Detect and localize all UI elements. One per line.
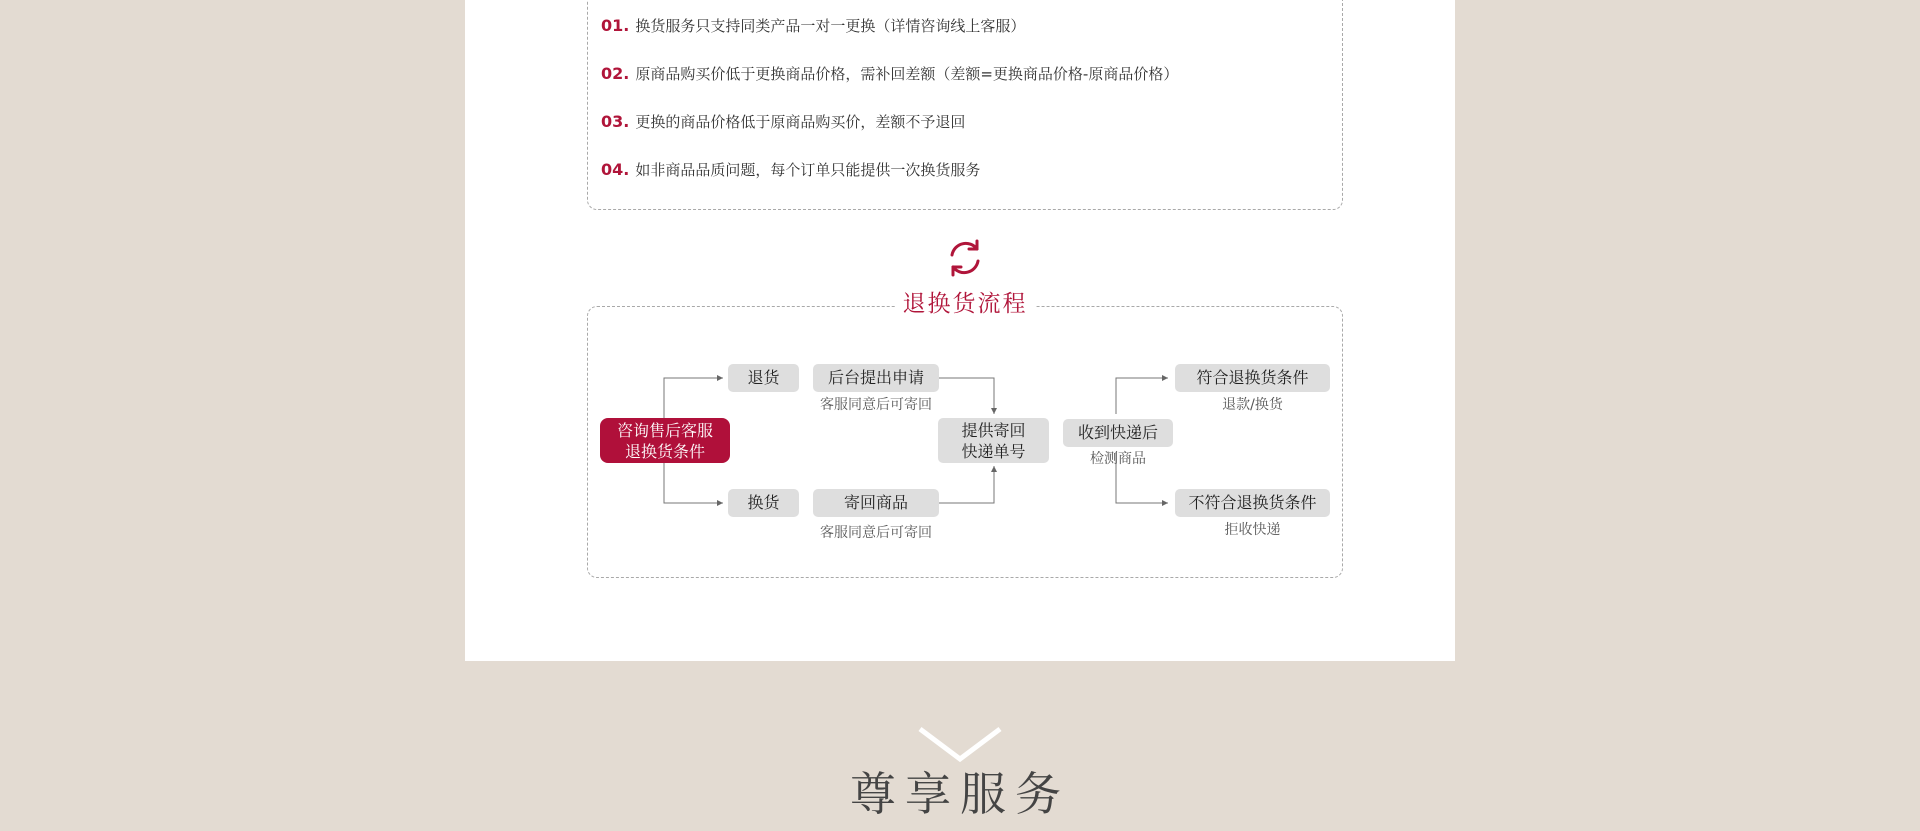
meets-conditions-note: 退款/换货: [1222, 397, 1283, 413]
exchange-node: 换货: [728, 489, 799, 517]
rule-item-3: [601, 109, 965, 135]
rule-number: 02.: [601, 64, 630, 83]
rule-number: 04.: [601, 160, 630, 179]
rule-text: 原商品购买价低于更换商品价格，需补回差额（差额=更换商品价格-原商品价格）: [635, 65, 1179, 83]
rule-text: 如非商品品质问题，每个订单只能提供一次换货服务: [635, 161, 981, 179]
meets-conditions-node: 符合退换货条件: [1175, 364, 1330, 392]
send-back-node: 寄回商品: [813, 489, 939, 517]
backend-apply-note: 客服同意后可寄回: [820, 397, 932, 413]
provide-line-2: 快递单号: [961, 442, 1026, 461]
rule-text: 更换的商品价格低于原商品购买价，差额不予退回: [635, 113, 966, 131]
consult-line-2: 退换货条件: [624, 442, 705, 461]
flow-title: 退换货流程: [895, 288, 1035, 320]
chevron-down-icon: [918, 726, 1002, 764]
rule-item-2: [601, 61, 1178, 87]
not-meets-conditions-node: 不符合退换货条件: [1175, 489, 1330, 517]
consult-line-1: 咨询售后客服: [616, 421, 713, 440]
provide-line-1: 提供寄回: [961, 421, 1026, 440]
rule-number: 01.: [601, 16, 630, 35]
rule-item-4: [601, 157, 980, 183]
backend-apply-node: 后台提出申请: [813, 364, 939, 392]
not-meets-conditions-note: 拒收快递: [1224, 522, 1281, 538]
refresh-cycle-icon: [944, 237, 986, 279]
consult-service-node: [600, 418, 730, 463]
received-note: 检测商品: [1090, 451, 1146, 467]
return-node: 退货: [728, 364, 799, 392]
rule-item-1: [601, 13, 1025, 39]
rule-text: 换货服务只支持同类产品一对一更换（详情咨询线上客服）: [635, 17, 1026, 35]
rule-number: 03.: [601, 112, 630, 131]
received-node: 收到快递后: [1063, 419, 1173, 447]
provide-tracking-node: [938, 418, 1049, 463]
send-back-note: 客服同意后可寄回: [820, 525, 932, 541]
section-title: 尊享服务: [850, 767, 1070, 821]
